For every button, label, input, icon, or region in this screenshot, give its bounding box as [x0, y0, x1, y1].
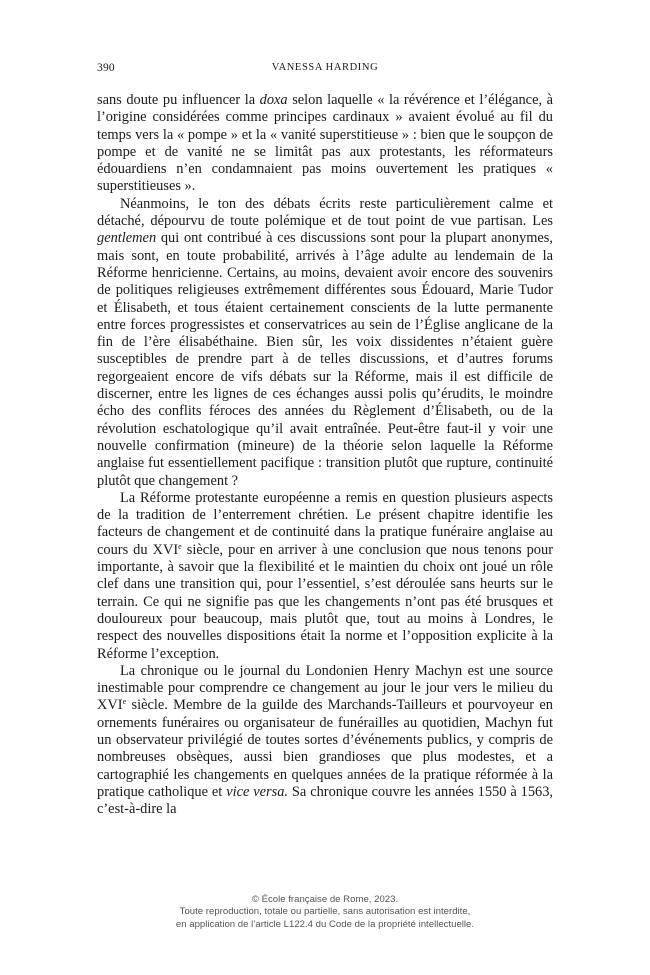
superscript-e: e — [178, 541, 182, 551]
text-segment: La chronique ou le journal du Londonien Henry Machyn est une source inestimable pour comprendre ce changement au jour le jour vers le milieu du XVI — [97, 662, 553, 714]
text-segment: Néanmoins, le ton des débats écrits reste particulièrement calme et détaché, dépourvu de toute polémique et de tout point de vue partisan. Les — [97, 195, 553, 230]
footer-line-reproduction: Toute reproduction, totale ou partielle, sans autorisation est interdite, — [179, 906, 471, 918]
paragraph-1 — [97, 92, 553, 196]
text-segment: selon laquelle « la révérence et l’élégance, à l’origine considérées comme principes cardinaux » avaient évolué au fil du temps vers la « pompe » et la « vanité superstitieuse » : bien que le soupçon de pompe et de vanité ne se limitât pas aux protestants, les réformateurs édouardiens n’en condamnaient pas moins ouvertement les pratiques « superstitieuses ». — [97, 92, 553, 195]
paragraph-3 — [97, 490, 553, 663]
text-segment: sans doute pu influencer la — [97, 92, 260, 108]
page-number: 390 — [97, 62, 115, 74]
superscript-e: e — [122, 697, 127, 707]
text-segment: qui ont contribué à ces discussions sont pour la plupart anonymes, mais sont, en toute probabilité, arrivés à l’âge adulte au lendemain de la Réforme henricienne. Certains, au moins, devaient avoir encore des souvenirs de politiques religieuses extrêmement différentes sous Édouard, Marie Tudor et Élisabeth, et tous étaient certainement conscients de la lutte permanente entre forces progressistes et conservatrices au sein de l’Église anglicane de la fin de l’ère élisabéthaine. Bien sûr, les voix dissidentes n’étaient guère susceptibles de prendre part à de telles discussions, et d’autres forums regorgeaient encore de vifs débats sur la Réforme, mais il est difficile de discerner, entre les lignes de ces échanges aussi polis qu’érudits, le moindre écho des conflits féroces des années du Règlement d’Élisabeth, ou de la révolution eschatologique qu’il avait entraînée. Peut-être faut-il y voir une nouvelle confirmation (mineure) de la théorie selon laquelle la Réforme anglaise fut essentiellement pacifique : transition plutôt que rupture, continuité plutôt que changement ? — [97, 230, 553, 489]
italic-term-doxa: doxa — [259, 92, 288, 108]
footer-line-legal: en application de l’article L122.4 du Code de la propriété intellectuelle. — [175, 918, 475, 930]
paragraph-4 — [97, 663, 553, 819]
text-segment: Sa chronique couvre les années 1550 à 1563, c’est-à-dire la — [97, 783, 554, 818]
running-head: VANESSA HARDING — [271, 62, 379, 73]
italic-term-vice-versa: vice versa. — [226, 783, 289, 800]
footer-line-copyright: © École française de Rome, 2023. — [251, 894, 399, 905]
paragraph-2 — [97, 196, 553, 490]
italic-term-gentlemen: gentlemen — [97, 230, 157, 247]
copyright-footer — [0, 894, 650, 931]
text-segment: siècle. Membre de la guilde des Marchands-Tailleurs et pourvoyeur en ornements funéraires ou organisateur de funérailles au quotidien, Machyn fut un observateur privilégié de toutes sortes d’événements publics, y compris de nombreuses obsèques, aussi bien grandioses que plus modestes, et a cartographié les changements en quelques années de la pratique réformée à la pratique catholique et — [97, 697, 553, 800]
text-segment: La Réforme protestante européenne a remis en question plusieurs aspects de la tradition de l’enterrement chrétien. Le présent chapitre identifie les facteurs de changement et de continuité dans la pratique funéraire anglaise au cours du XVI — [97, 489, 553, 558]
text-segment: siècle, pour en arriver à une conclusion que nous tenons pour importante, à savoir que la flexibilité et le maintien du choix ont joué un rôle clef dans une transition qui, pour l’essentiel, s’est déroulée sans heurts sur le terrain. Ce qui ne signifie pas que les changements n’ont pas été brusques et douloureux pour beaucoup, mais plutôt que, tout au moins à Londres, le respect des nouvelles dispositions était la norme et l’opposition explicite à la Réforme l’exception. — [97, 541, 553, 662]
body-text — [97, 92, 553, 818]
